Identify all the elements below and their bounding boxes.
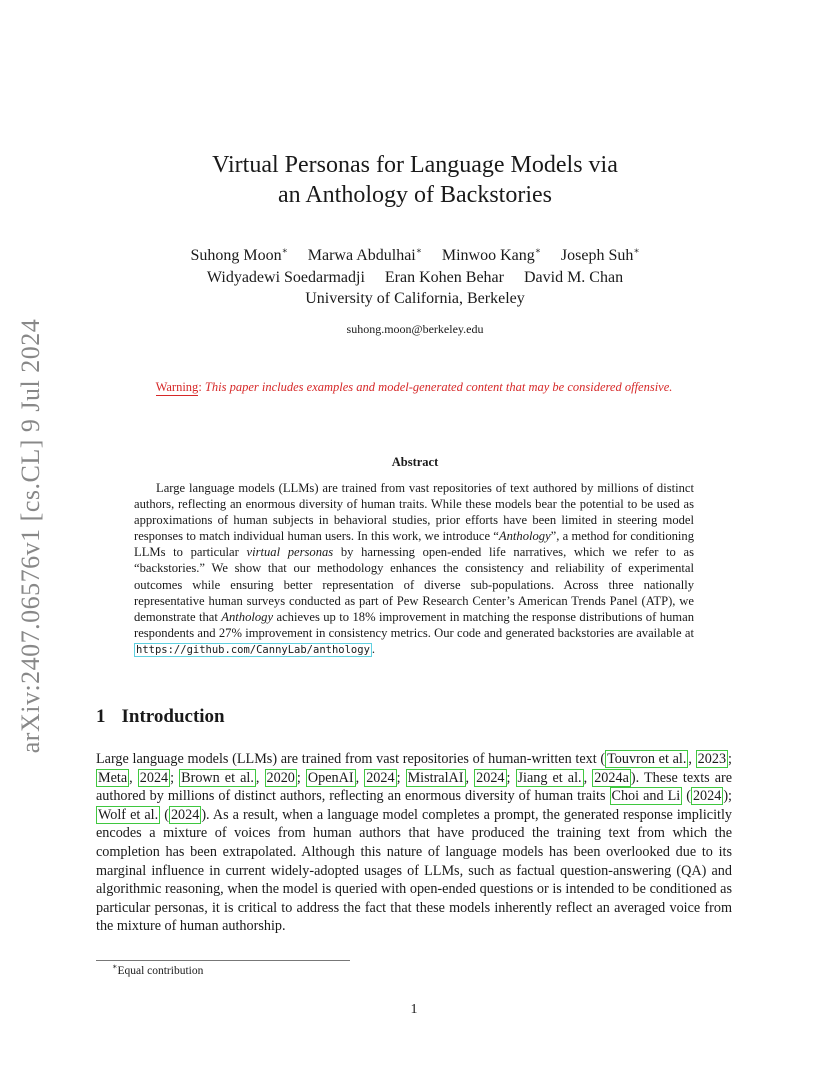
introduction-paragraph: Large language models (LLMs) are trained from vast repositories of human-written text ( Touvron et al. , 2023 ; Meta , 2024 ; Brown et al. , 2020 ; OpenAI , 2024 ; MistralAI , 2024 ; Jiang et al. , 2024a ). These texts are authored by millions of distinct authors, reflecting an enormous diversity of human traits Choi and Li ( 2024 ); Wolf et al. ( 2024 ). As a result, when a language model completes a prompt, the generated response implicitly encodes a mixture of voices from human authors that have produced the training text from which the completion has been extrapolated. Although this nature of language models has been overlooked due to its marginal influence in current widely-adopted usages of LLMs, such as factual question-answering (QA) and algorithmic reasoning, when the model is queried with open-ended questions or is intended to be conditioned as particular personas, it is critical to address the fact that these models inherently reflect an averaged voice from the mixture of human authorship. bbox=[96, 751, 733, 935]
abstract-text: ”, a method for conditioning LLMs to particular bbox=[134, 529, 695, 560]
paper-title bbox=[160, 150, 670, 210]
paper-title-line-1: Virtual Personas for Language Models via bbox=[212, 152, 618, 178]
footnote-divider bbox=[96, 960, 350, 961]
virtual-personas-term: virtual personas bbox=[246, 545, 334, 560]
arxiv-identifier bbox=[16, 316, 46, 756]
author bbox=[442, 247, 541, 264]
section-heading bbox=[96, 706, 225, 728]
abstract-text: . bbox=[371, 641, 376, 656]
author bbox=[191, 247, 288, 264]
author bbox=[561, 247, 640, 264]
anthology-term: Anthology bbox=[498, 529, 551, 544]
citation-year-link[interactable]: 2024a bbox=[594, 769, 629, 786]
citation-year-link[interactable]: 2024 bbox=[476, 769, 505, 786]
citation-link[interactable]: MistralAI bbox=[407, 769, 464, 786]
page-number: 1 bbox=[410, 1002, 418, 1017]
footnote-text: Equal contribution bbox=[117, 964, 204, 977]
author-list bbox=[120, 240, 710, 289]
body-text: ). These texts are authored by millions of distinct authors, reflecting an enormous diversity of human traits bbox=[96, 769, 733, 805]
equal-contribution-mark: ∗ bbox=[633, 246, 640, 256]
equal-contribution-mark: ∗ bbox=[415, 246, 422, 256]
citation-link[interactable]: Touvron et al. bbox=[607, 751, 687, 767]
github-link[interactable]: https://github.com/CannyLab/anthology bbox=[136, 643, 370, 656]
footnote-mark: ∗ bbox=[112, 962, 118, 971]
citation-year-link[interactable]: 2023 bbox=[697, 751, 727, 767]
author-name: Suhong Moon bbox=[190, 247, 282, 265]
anthology-term: Anthology bbox=[221, 609, 274, 624]
citation-link[interactable]: Brown et al. bbox=[181, 769, 254, 786]
citation-year-link[interactable]: 2024 bbox=[692, 788, 722, 805]
body-text: Large language models (LLMs) are trained from vast repositories of human-written text ( bbox=[96, 751, 606, 767]
author-email[interactable]: suhong.moon@berkeley.edu bbox=[346, 322, 484, 336]
content-warning bbox=[100, 380, 728, 395]
arxiv-identifier-text: arXiv:2407.06576v1 [cs.CL] 9 Jul 2024 bbox=[16, 318, 45, 754]
citation-year-link[interactable]: 2024 bbox=[366, 769, 395, 786]
abstract-text: Large language models (LLMs) are trained from vast repositories of text authored by millions of distinct authors, reflecting an enormous diversity of human traits. While these models bear the potential to be used as approximations of human subjects in behavioral studies, prior efforts have been limited in steering model responses to match individual human users. In this work, we introduce “ bbox=[134, 481, 694, 544]
abstract-body bbox=[134, 480, 694, 658]
warning-label[interactable]: Warning bbox=[155, 380, 199, 394]
author-name: Minwoo Kang bbox=[441, 247, 535, 265]
warning-text: This paper includes examples and model-generated content that may be considered offensive. bbox=[201, 380, 673, 394]
warning-colon: : bbox=[198, 380, 202, 394]
citation-year-link[interactable]: 2020 bbox=[266, 769, 295, 786]
citation-link[interactable]: Choi and Li bbox=[611, 788, 681, 805]
citation-year-link[interactable]: 2024 bbox=[139, 769, 169, 786]
author: Widyadewi Soedarmadji bbox=[206, 269, 365, 287]
author-name: Marwa Abdulhai bbox=[307, 247, 416, 265]
author: David M. Chan bbox=[523, 269, 624, 287]
author-name: Joseph Suh bbox=[560, 247, 634, 265]
author: Eran Kohen Behar bbox=[384, 269, 504, 287]
abstract-text: achieves up to 18% improvement in matching the response distributions of human respondents and 27% improvement in consistency metrics. Our code and generated backstories are available at bbox=[134, 609, 694, 640]
abstract-text: by harnessing open-ended life narratives, which we refer to as “backstories.” We show that our methodology enhances the consistency and reliability of experimental outcomes while ensuring better representation of diverse sub-populations. Across three nationally representative human surveys conducted as part of Pew Research Center’s American Trends Panel (ATP), we demonstrate that bbox=[134, 545, 694, 624]
section-number: 1 bbox=[96, 706, 106, 727]
author bbox=[308, 247, 422, 264]
citation-link[interactable]: Meta bbox=[98, 769, 128, 786]
citation-link[interactable]: Jiang et al. bbox=[517, 769, 582, 786]
author-row-2 bbox=[120, 267, 710, 289]
citation-link[interactable]: Wolf et al. bbox=[98, 806, 159, 823]
footnote bbox=[112, 962, 203, 977]
citation-year-link[interactable]: 2024 bbox=[170, 806, 200, 823]
abstract-heading: Abstract bbox=[391, 455, 439, 469]
citation-link[interactable]: OpenAI bbox=[307, 769, 354, 786]
author-row-1 bbox=[120, 240, 710, 267]
affiliation: University of California, Berkeley bbox=[305, 290, 525, 307]
paper-title-line-2: an Anthology of Backstories bbox=[278, 182, 552, 208]
equal-contribution-mark: ∗ bbox=[281, 246, 288, 256]
equal-contribution-mark: ∗ bbox=[534, 246, 541, 256]
section-title: Introduction bbox=[121, 706, 225, 727]
body-text: . As a result, when a language model completes a prompt, the generated response implicitly encodes a mixture of voices from human authors that have produced the training text from which the completion has been extrapolated. Although this nature of language models has been overlooked due to its marginal influence in current widely-adopted usages of LLMs, such as factual question-answering (QA) and algorithmic reasoning, when the model is queried with open-ended questions or is intended to be conditioned as particular personas, it is critical to address the fact that these models inherently reflect an averaged voice from the mixture of human authorship. bbox=[96, 806, 732, 935]
